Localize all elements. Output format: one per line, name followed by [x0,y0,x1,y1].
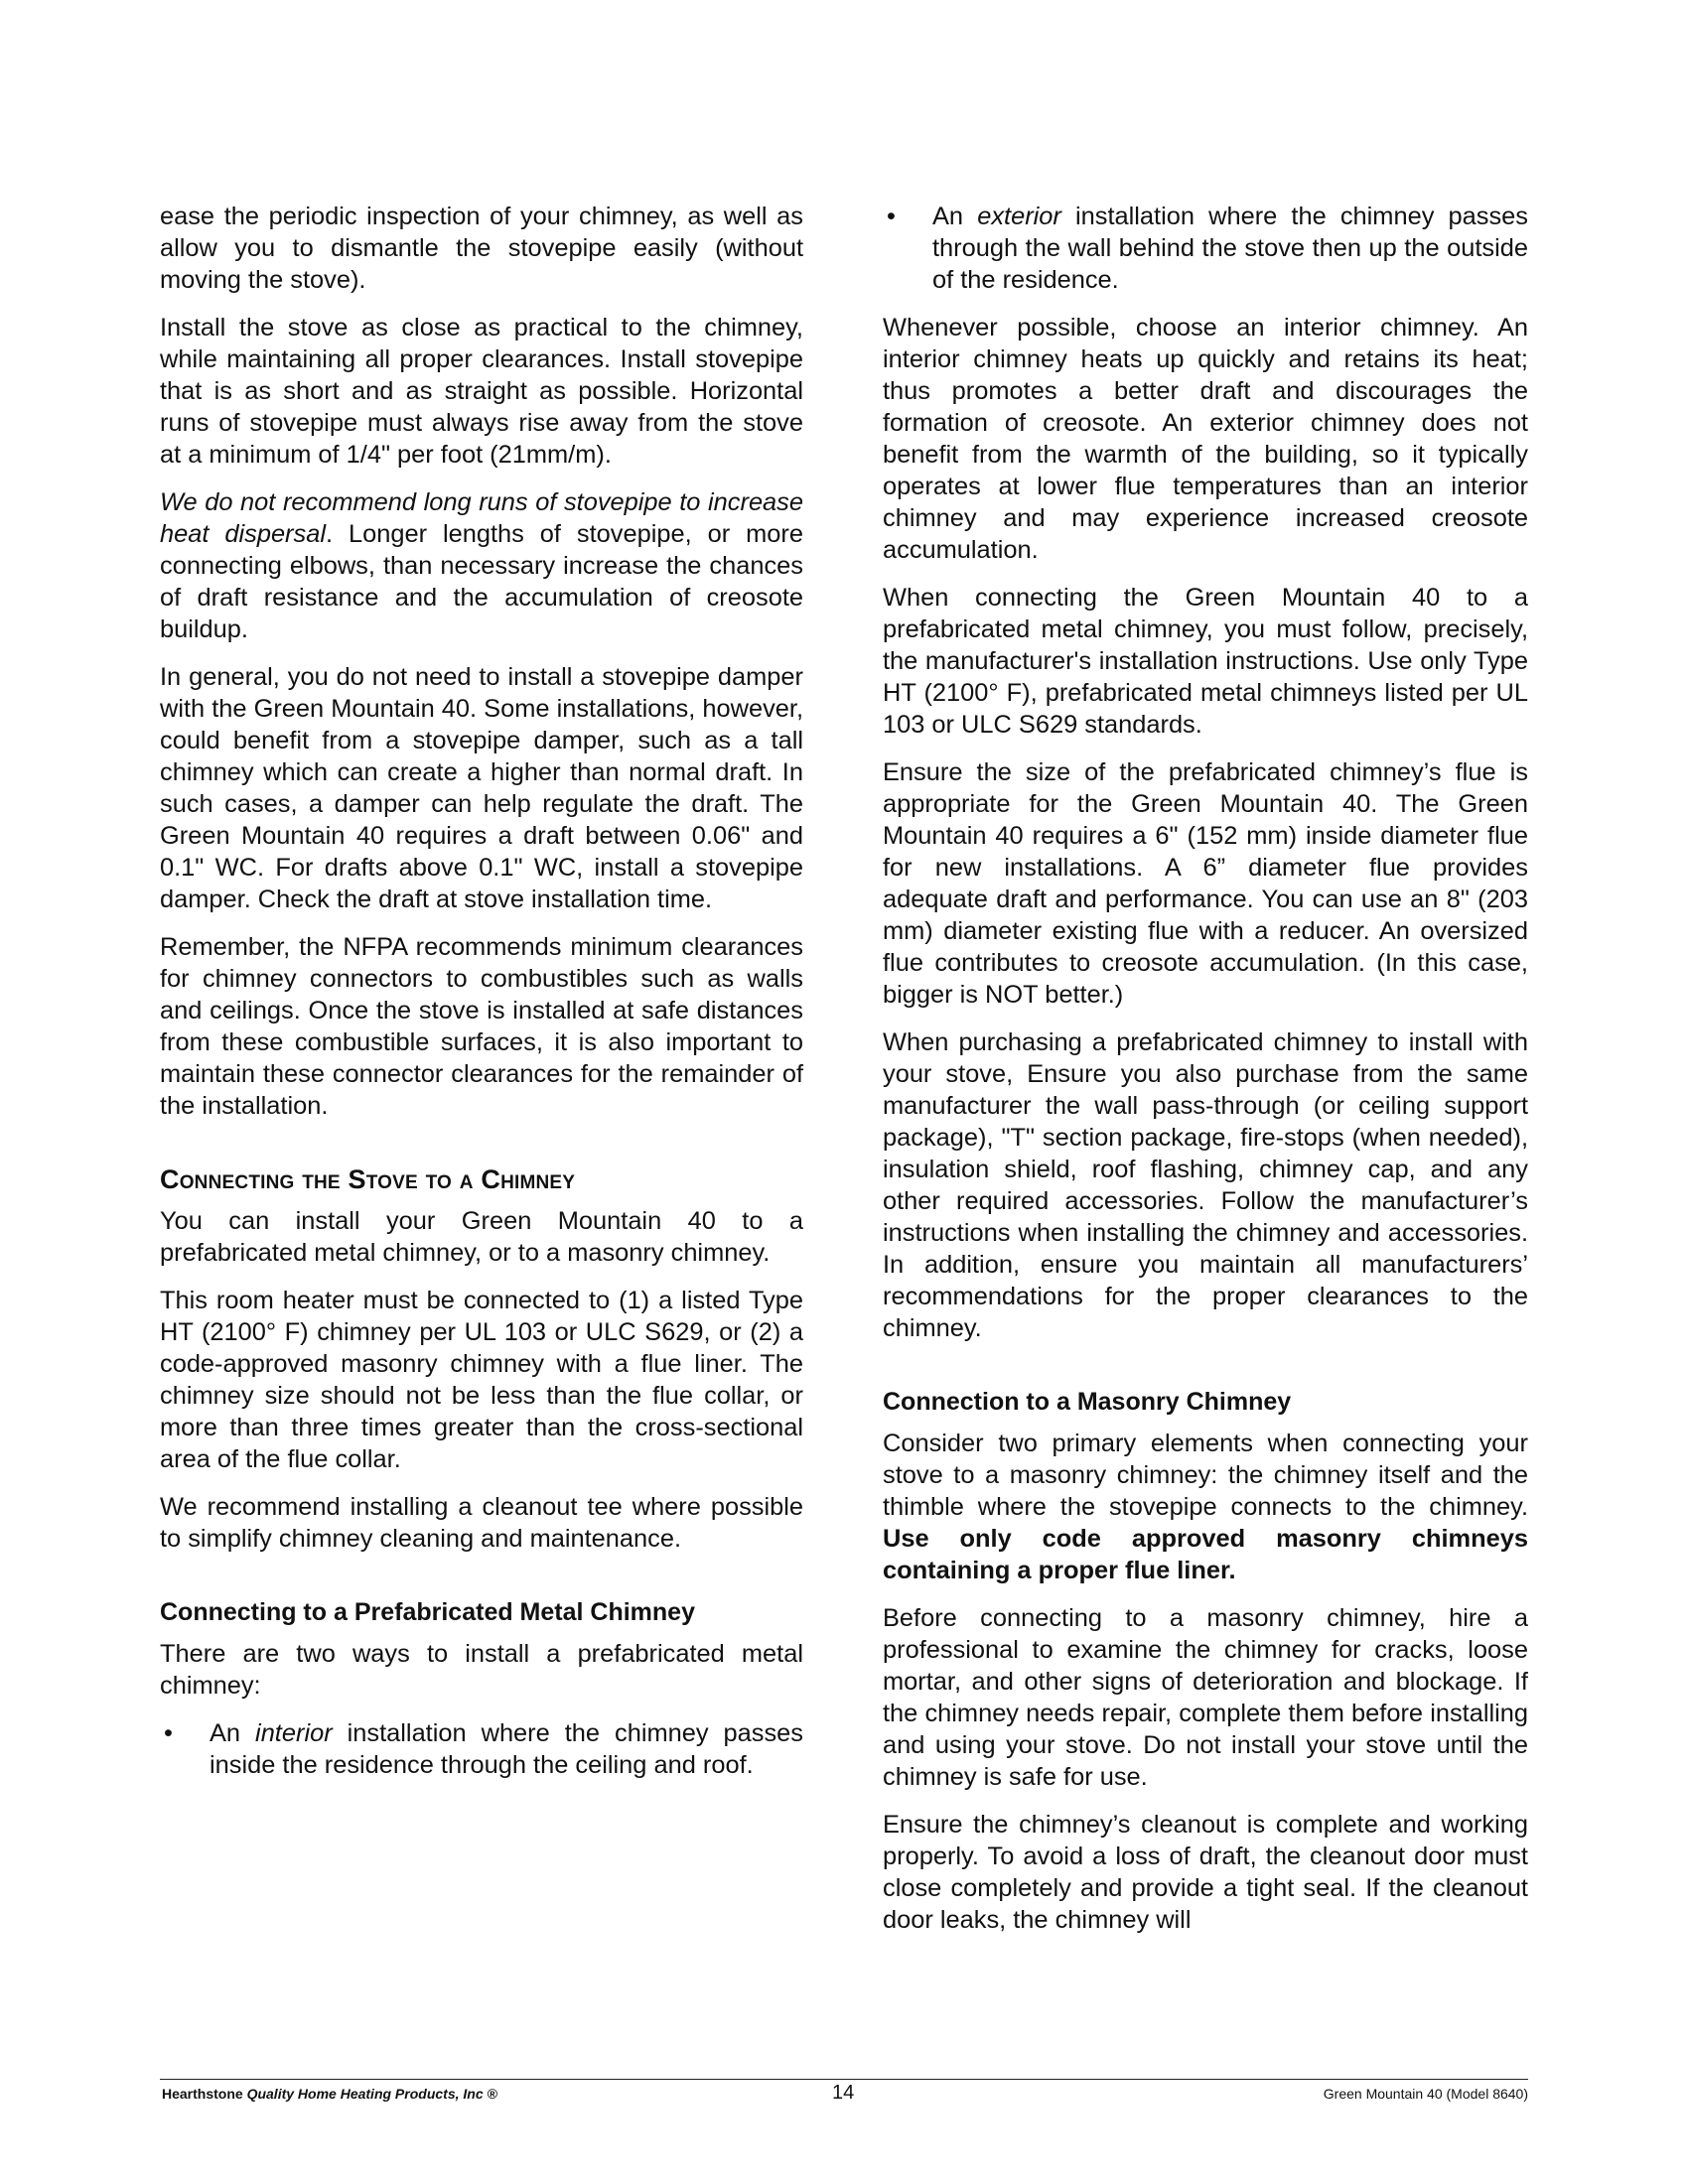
subsection-heading: Connection to a Masonry Chimney [883,1388,1292,1416]
paragraph: When connecting the Green Mountain 40 to a prefabricated metal chimney, you must follow, precisely, the manufacturer's installation instructions. Use only Type HT (2100° F), prefabricated metal chimneys listed per UL 103 or ULC S629 standards. [883,584,1528,739]
paragraph: Consider two primary elements when connecting your stove to a masonry chimney: the chimney itself and the thimble where the stovepipe connects to the chimney. Use only code approved masonry chimneys containing a proper flue liner. [883,1430,1528,1584]
paragraph: Remember, the NFPA recommends minimum clearances for chimney connectors to combustibles such as walls and ceilings. Once the stove is installed at safe distances from these combustible surfaces, it is also important to maintain these connector clearances for the remainder of the installation. [160,933,803,1120]
list-item: • An exterior installation where the chimney passes through the wall behind the stove then up the outside of the residence. [887,203,1528,294]
left-column [160,201,803,1797]
bullet-icon: • [887,203,896,230]
subsection-heading: Connecting to a Prefabricated Metal Chimney [160,1598,695,1626]
paragraph: ease the periodic inspection of your chimney, as well as allow you to dismantle the stovepipe easily (without moving the stove). [160,203,803,294]
paragraph: In general, you do not need to install a stovepipe damper with the Green Mountain 40. Some installations, however, could benefit from a stovepipe damper, such as a tall chimney which can create a higher than normal draft. In such cases, a damper can help regulate the draft. The Green Mountain 40 requires a draft between 0.06" and 0.1" WC. For drafts above 0.1" WC, install a stovepipe damper. Check the draft at stove installation time. [160,663,803,913]
paragraph: Ensure the chimney’s cleanout is complete and working properly. To avoid a loss of draft, the cleanout door must close completely and provide a tight seal. If the cleanout door leaks, the chimney will [883,1811,1528,1934]
bullet-icon: • [164,1719,173,1747]
right-column [883,201,1528,1952]
paragraph: Whenever possible, choose an interior chimney. An interior chimney heats up quickly and retains its heat; thus promotes a better draft and discourages the formation of creosote. An exterior chimney does not benefit from the warmth of the building, so it typically operates at lower flue temperatures than an interior chimney and may experience increased creosote accumulation. [883,314,1528,564]
page-footer [160,2079,1528,2108]
footer-company: Hearthstone Quality Home Heating Products, Inc ® [162,2086,497,2102]
paragraph: Ensure the size of the prefabricated chimney’s flue is appropriate for the Green Mountain 40. The Green Mountain 40 requires a 6" (152 mm) inside diameter flue for new installations. A 6” diameter flue provides adequate draft and performance. You can use an 8" (203 mm) diameter existing flue with a reducer. An oversized flue contributes to creosote accumulation. (In this case, bigger is NOT better.) [883,758,1528,1009]
paragraph-text: . Longer lengths of stovepipe, or more connecting elbows, than necessary increase the chances of draft resistance and the accumulation of creosote buildup. [160,520,803,643]
paragraph [160,486,803,645]
paragraph: You can install your Green Mountain 40 to a prefabricated metal chimney, or to a masonry chimney. [160,1207,803,1267]
section-heading: Connecting the Stove to a Chimney [160,1164,576,1194]
paragraph: Before connecting to a masonry chimney, hire a professional to examine the chimney for cracks, loose mortar, and other signs of deterioration and blockage. If the chimney needs repair, complete them before installing and using your stove. Do not install your stove until the chimney is safe for use. [883,1604,1528,1791]
paragraph: Install the stove as close as practical to the chimney, while maintaining all proper clearances. Install stovepipe that is as short and as straight as possible. Horizontal runs of stovepipe must always rise away from the stove at a minimum of 1/4" per foot (21mm/m). [160,314,803,469]
bold-text: Use only code approved masonry chimneys containing a proper flue liner. [883,1525,1528,1584]
paragraph: There are two ways to install a prefabricated metal chimney: [160,1640,803,1700]
paragraph: This room heater must be connected to (1) a listed Type HT (2100° F) chimney per UL 103 or ULC S629, or (2) a code-approved masonry chimney with a flue liner. The chimney size should not be less than the flue collar, or more than three times greater than the cross-sectional area of the flue collar. [160,1287,803,1473]
footer-model: Green Mountain 40 (Model 8640) [1323,2086,1528,2102]
bullet-list [160,1717,803,1781]
paragraph: When purchasing a prefabricated chimney to install with your stove, Ensure you also purchase from the same manufacturer the wall pass-through (or ceiling support package), "T" section package, fire-stops (when needed), insulation shield, roof flashing, chimney cap, and any other required accessories. Follow the manufacturer’s instructions when installing the chimney and accessories. In addition, ensure you maintain all manufacturers’ recommendations for the proper clearances to the chimney. [883,1028,1528,1342]
bullet-list [883,201,1528,296]
list-item: • An interior installation where the chimney passes inside the residence through the ceiling and roof. [164,1719,803,1779]
paragraph: We recommend installing a cleanout tee where possible to simplify chimney cleaning and maintenance. [160,1493,803,1553]
italic-text: We do not recommend long runs of stovepipe to increase heat dispersal [160,488,803,548]
page-number: 14 [832,2082,855,2104]
